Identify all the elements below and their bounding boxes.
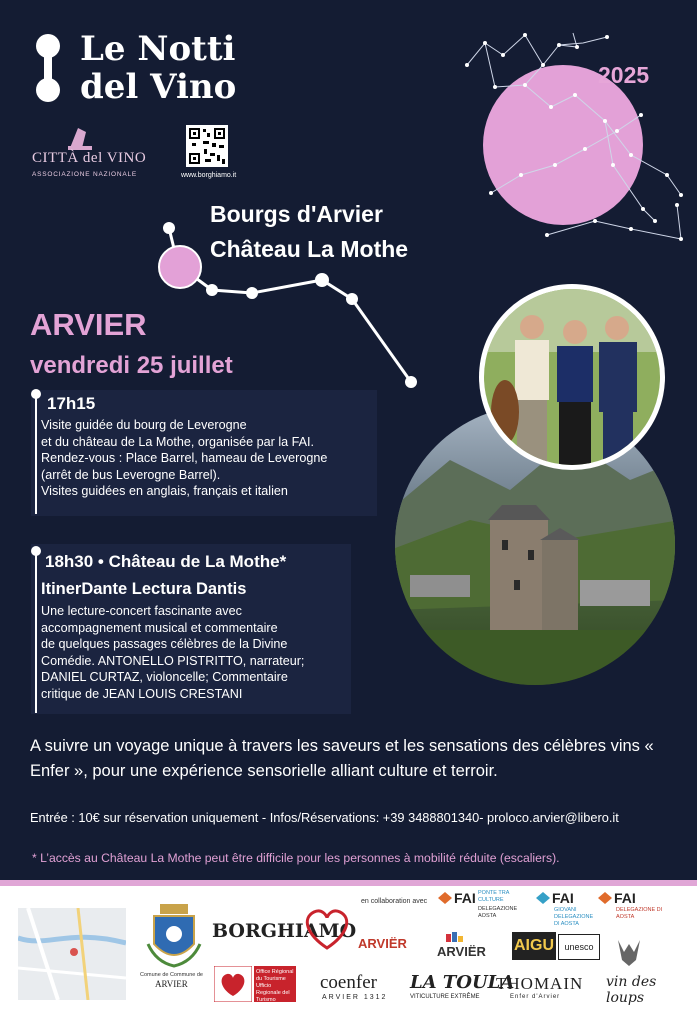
fai1-del: DELEGAZIONE AOSTA bbox=[478, 906, 518, 919]
fai2-logo: FAI bbox=[552, 890, 574, 906]
brand-title-line2: del Vino bbox=[80, 67, 237, 107]
event-2-line: accompagnement musical et commentaire bbox=[41, 620, 278, 635]
aigu-logo: AIGU bbox=[512, 932, 556, 960]
fai1-sub: PONTE TRA CULTURE bbox=[478, 890, 510, 903]
wine-press-icon bbox=[64, 122, 96, 152]
fai-aosta-icon bbox=[598, 892, 612, 904]
website-url[interactable]: www.borghiamo.it bbox=[181, 172, 237, 179]
location-chateau: Château La Mothe bbox=[210, 236, 409, 262]
event-2-line: de quelques passages célèbres de la Divine bbox=[41, 637, 288, 651]
event-1-line: Rendez-vous : Place Barrel, hameau de Leverogne bbox=[41, 451, 328, 465]
arvier-logo-2: ARVIËR bbox=[437, 944, 486, 959]
collab-label: en collaboration avec bbox=[361, 898, 428, 905]
comune-label: Comune de Commune de bbox=[140, 972, 203, 978]
town-title: ARVIER bbox=[30, 307, 147, 342]
vin-des-loups-logo: vin des loups bbox=[606, 974, 657, 1006]
event-2-subtitle: ItinerDante Lectura Dantis bbox=[41, 580, 247, 598]
coenfer-logo: coenfer bbox=[320, 972, 377, 993]
fai2-sub: GIOVANI DELEGAZIONE DI AOSTA bbox=[554, 907, 594, 927]
brand-title-line1: Le Notti bbox=[80, 29, 236, 69]
event-1-line: Visite guidée du bourg de Leverogne bbox=[41, 418, 247, 432]
event-1-bar bbox=[35, 393, 37, 514]
logo-dots-icon bbox=[30, 32, 66, 106]
fai-icon bbox=[438, 892, 452, 904]
entree-info: Entrée : 10€ sur réservation uniquement - Infos/Réservations: +39 3488801340- proloco.arvier@libero.it bbox=[30, 810, 619, 825]
coenfer-sub: ARVIER 1312 bbox=[322, 994, 388, 1001]
thomain-logo: THOMAIN bbox=[496, 974, 584, 993]
borghiamo-logo: BORGHIAMO bbox=[212, 920, 357, 942]
thomain-sub: Enfer d'Arvier bbox=[510, 994, 561, 1000]
event-2-bar bbox=[35, 548, 37, 713]
year-label: 2025 bbox=[598, 62, 650, 88]
event-1-time: 17h15 bbox=[47, 394, 96, 413]
fai1-logo: FAI bbox=[454, 890, 476, 906]
office-label: Office Régional du Tourisme bbox=[256, 969, 294, 982]
event-2-line: critique de JEAN LOUIS CRESTANI bbox=[41, 686, 243, 701]
latoula-logo: LA TOULA bbox=[410, 972, 515, 993]
event-1-description bbox=[41, 417, 381, 500]
musicians-photo bbox=[477, 282, 667, 472]
qr-code-icon[interactable] bbox=[186, 125, 228, 167]
event-2-time: 18h30 • Château de La Mothe* bbox=[45, 552, 287, 571]
event-2-line: DANIEL CURTAZ, violoncelle; Commentaire bbox=[41, 670, 288, 684]
event-2-line: Comédie. ANTONELLO PISTRITTO, narrateur; bbox=[41, 653, 305, 668]
summary-text: A suivre un voyage unique à travers les saveurs et les sensations des célèbres vins « Enfer », pour une expérience sensorielle alliant culture et terroir. bbox=[30, 737, 654, 780]
map-thumbnail[interactable] bbox=[18, 908, 126, 1000]
heart-icon bbox=[300, 904, 354, 952]
event-2-line: Une lecture-concert fascinante avec bbox=[41, 604, 242, 618]
comune-name: ARVIER bbox=[155, 979, 188, 989]
location-bourgs: Bourgs d'Arvier bbox=[210, 201, 383, 227]
event-2-dot bbox=[31, 546, 41, 556]
event-1-line: et du château de La Mothe, organisée par la FAI. bbox=[41, 434, 315, 449]
event-date: vendredi 25 juillet bbox=[30, 352, 233, 379]
event-1-dot bbox=[31, 389, 41, 399]
wolf-icon bbox=[614, 938, 644, 968]
accessibility-note: * L’accès au Château La Mothe peut être difficile pour les personnes à mobilité réduite (escaliers). bbox=[32, 851, 560, 865]
latoula-sub: VITICULTURE EXTRÊME bbox=[410, 994, 480, 1000]
event-1-line: Visites guidées en anglais, français et italien bbox=[41, 484, 288, 498]
proloco-icon bbox=[444, 930, 464, 944]
fai-giovani-icon bbox=[536, 892, 550, 904]
comune-crest-icon bbox=[146, 904, 202, 968]
arvier-logo-1: ARVIËR bbox=[358, 936, 407, 951]
fai3-sub: DELEGAZIONE DI AOSTA bbox=[616, 907, 663, 920]
office-region-box bbox=[254, 966, 296, 1002]
sponsors-bar bbox=[0, 886, 697, 1024]
unesco-logo: unesco bbox=[558, 934, 600, 960]
brand-title bbox=[80, 30, 236, 106]
office-region-icon bbox=[214, 966, 252, 1002]
constellation-graphic bbox=[455, 25, 697, 265]
fai3-logo: FAI bbox=[614, 890, 636, 906]
event-1-line: (arrêt de bus Leverogne Barrel). bbox=[41, 467, 221, 482]
event-2-description bbox=[41, 603, 351, 702]
citta-del-vino-sub: ASSOCIAZIONE NAZIONALE bbox=[32, 171, 138, 178]
citta-del-vino-label: CITTÀ del VINO bbox=[32, 150, 147, 166]
office-label-it: Ufficio Regionale del Turismo bbox=[256, 983, 290, 1003]
